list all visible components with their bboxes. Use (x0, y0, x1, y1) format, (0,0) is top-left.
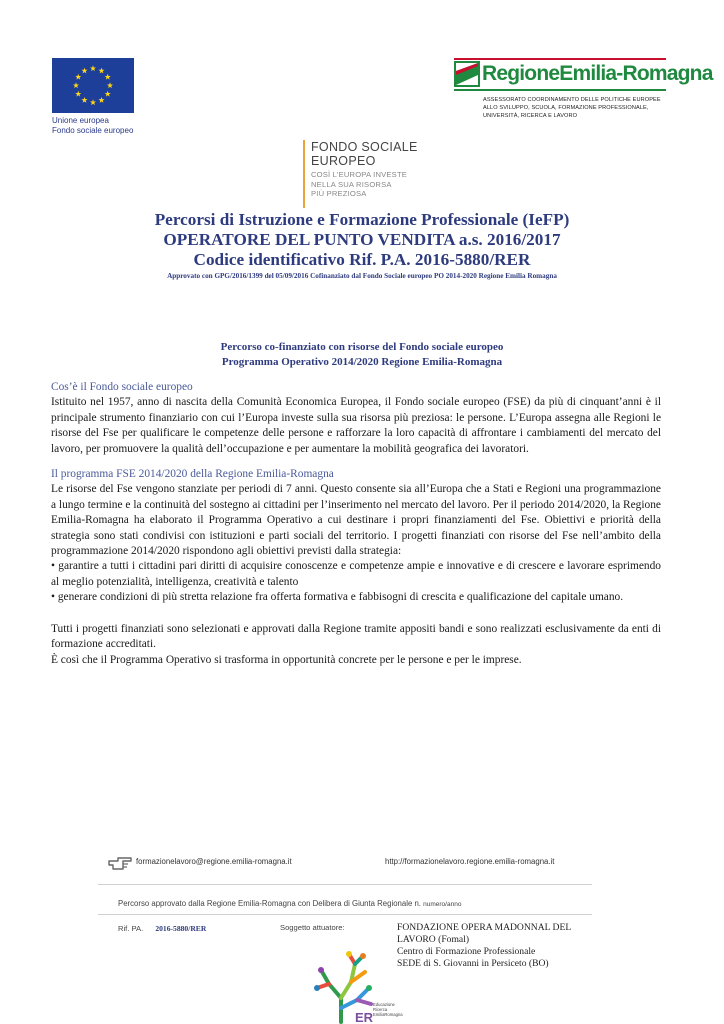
fse-tag-line2: NELLA SUA RISORSA (311, 179, 392, 189)
footer-attuatore (397, 922, 592, 970)
fse-tag-line3: PIÙ PREZIOSA (311, 189, 367, 199)
eu-star-icon (98, 97, 104, 103)
eu-flag-icon (52, 58, 134, 113)
eu-caption-line1: Unione europea (52, 116, 109, 125)
title-line1: Percorsi di Istruzione e Formazione Professionale (IeFP) (154, 210, 570, 229)
eu-caption (52, 116, 142, 136)
er-logo-icon (311, 948, 421, 1024)
eu-star-icon (81, 97, 87, 103)
eu-star-icon (98, 68, 104, 74)
eu-star-icon (75, 74, 81, 80)
fse-title-line2: EUROPEO (311, 154, 376, 168)
document-title (120, 210, 604, 270)
region-department-line1: ASSESSORATO COORDINAMENTO DELLE POLITICHE EUROPEE (483, 97, 661, 103)
eu-star-icon (75, 91, 81, 97)
er-tag-line2: Ricerca (373, 1007, 388, 1012)
er-tag-line1: Educazione (373, 1002, 395, 1007)
region-department (483, 96, 673, 120)
footer-divider-2 (98, 914, 592, 915)
region-green-line (454, 89, 666, 91)
region-red-line (454, 58, 666, 60)
section1-heading: Cos’è il Fondo sociale europeo (51, 381, 193, 393)
footer-rif-label: Rif. PA. (118, 924, 144, 933)
footer-soggetto-label: Soggetto attuatore: (280, 923, 345, 932)
cofinancing-line1: Percorso co-finanziato con risorse del Fondo sociale europeo (220, 341, 504, 353)
eu-caption-line2: Fondo sociale europeo (52, 126, 134, 135)
eu-star-icon (90, 99, 96, 105)
title-line2: OPERATORE DEL PUNTO VENDITA a.s. 2016/2017 (163, 230, 561, 249)
title-line3: Codice identificativo Rif. P.A. 2016-5880/RER (193, 250, 531, 269)
eu-star-icon (107, 82, 113, 88)
footer-approval-number: numero/anno (423, 901, 462, 908)
fse-logo (303, 140, 425, 208)
region-emblem-icon (454, 61, 480, 87)
eu-logo (52, 58, 142, 136)
eu-star-icon (90, 65, 96, 71)
region-name: RegioneEmilia-Romagna (482, 62, 713, 85)
fse-tag-line1: COSÌ L’EUROPA INVESTE (311, 170, 408, 179)
footer-attuatore-line1: FONDAZIONE OPERA MADONNAL DEL LAVORO (Fomal) (397, 922, 571, 945)
section2-heading: Il programma FSE 2014/2020 della Regione Emilia-Romagna (51, 468, 334, 481)
footer-attuatore-line2: Centro di Formazione Professionale (397, 946, 536, 957)
approval-note: Approvato con GPG/2016/1399 del 05/09/2016 Cofinanziato dal Fondo Sociale europeo PO 2014-2020 Regione Emilia Romagna (167, 272, 557, 280)
closing-line2: È così che il Programma Operativo si trasforma in opportunità concrete per le persone e per le imprese. (51, 653, 522, 666)
cofinancing-note (120, 340, 604, 370)
region-department-line2: ALLO SVILUPPO, SCUOLA, FORMAZIONE PROFESSIONALE, (483, 105, 649, 111)
closing-line1: Tutti i progetti finanziati sono selezionati e approvati dalla Regione tramite appositi bandi e sono realizzati esclusivamente da enti di formazione accreditati. (51, 622, 661, 651)
footer-rif-code: 2016-5880/RER (155, 924, 207, 933)
footer-website-link[interactable]: http://formazionelavoro.regione.emilia-romagna.it (385, 857, 555, 866)
eu-star-icon (81, 68, 87, 74)
eu-star-icon (105, 74, 111, 80)
footer-approval-text: Percorso approvato dalla Regione Emilia-Romagna con Delibera di Giunta Regionale n. (118, 899, 421, 908)
body-text (51, 380, 661, 668)
region-department-line3: UNIVERSITÀ, RICERCA E LAVORO (483, 113, 578, 119)
fse-title-line1: FONDO SOCIALE (311, 140, 418, 154)
section2-bullet2: • generare condizioni di più stretta relazione fra offerta formativa e fabbisogni di crescita e qualificazione del capitale umano. (51, 591, 624, 604)
eu-star-icon (73, 82, 79, 88)
footer-email-link[interactable]: formazionelavoro@regione.emilia-romagna.it (136, 857, 292, 866)
footer-divider-1 (98, 884, 592, 885)
footer-reference (118, 924, 206, 933)
er-logo-letters: ER (355, 1010, 374, 1024)
section1-text: Istituito nel 1957, anno di nascita della Comunità Economica Europea, il Fondo sociale europeo (FSE) da più di cinquant’anni è il principale strumento finanziario con cui l’Europa investe sulla sua risorsa più preziosa: le persone. L’Europa assegna alle Regioni le risorse del Fse per qualificare le competenze delle persone e rafforzare la loro capacità di affrontare i cambiamenti del mercato del lavoro, per promuovere la qualità dell’occupazione e per aumentare la mobilità geografica dei lavoratori. (51, 396, 661, 455)
eu-star-icon (105, 91, 111, 97)
section2-text: Le risorse del Fse vengono stanziate per periodi di 7 anni. Questo consente sia all’Europa che a Stati e Regioni una programmazione a lungo termine e la continuità del sostegno ai cittadini per l’inserimento nel mercato del lavoro. Per il periodo 2014/2020, la Regione Emilia-Romagna ha elaborato il Programma Operativo a cui destinare i propri finanziamenti del Fse. Obiettivi e priorità della strategia sono stati condivisi con istituzioni e parti sociali del territorio. I progetti finanziati con risorse del Fse nell’ambito della programmazione 2014/2020 rispondono agli obiettivi previsti dalla strategia: (51, 483, 661, 558)
fse-tagline (311, 170, 425, 199)
er-logo-tagline (373, 1002, 403, 1017)
footer-approval (118, 899, 461, 908)
section2-bullet1: • garantire a tutti i cittadini pari diritti di acquisire conoscenze e competenze ampie e innovative e di crescere e lavorare esprimendo al meglio potenzialità, intelligenza, creatività e talento (51, 560, 661, 588)
er-tag-line3: EmiliaRomagna (373, 1012, 403, 1017)
cofinancing-line2: Programma Operativo 2014/2020 Regione Emilia-Romagna (221, 356, 503, 368)
footer-attuatore-line3: SEDE di S. Giovanni in Persiceto (BO) (397, 958, 549, 969)
pointing-hand-icon (108, 854, 132, 872)
